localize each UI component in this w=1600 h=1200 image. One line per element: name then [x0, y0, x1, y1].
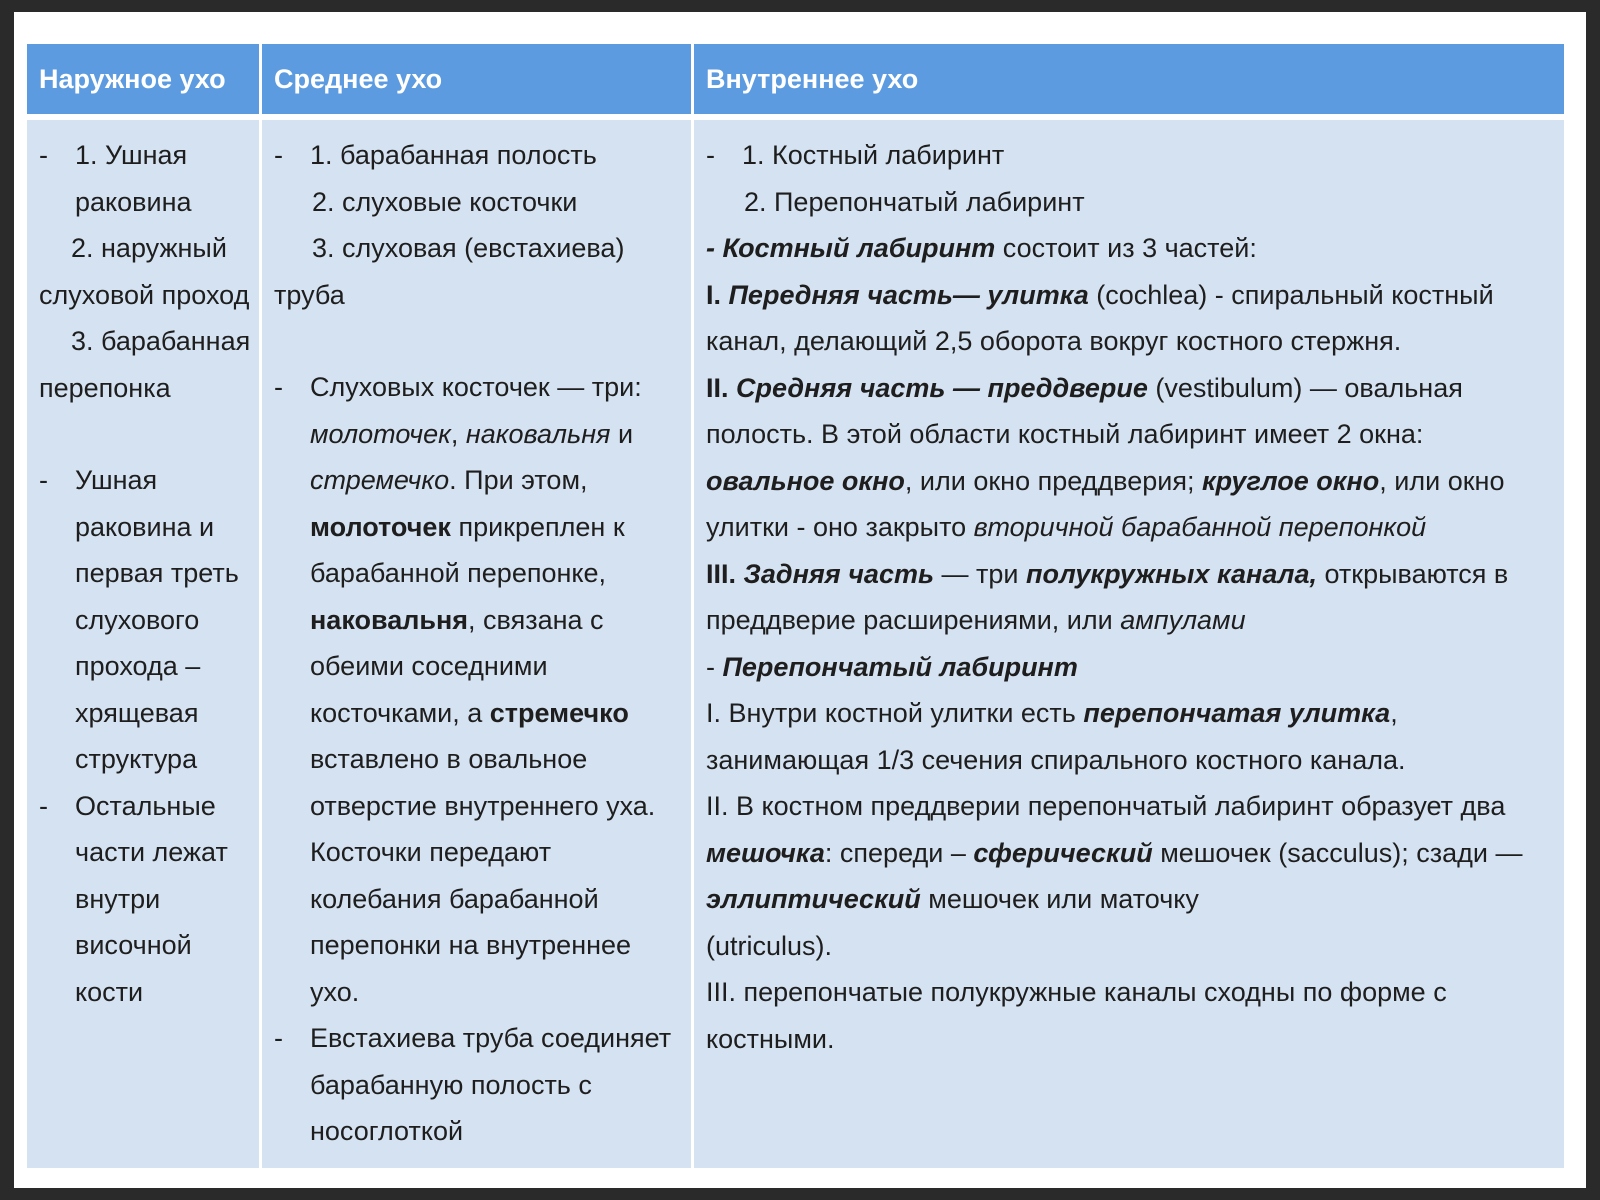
middle-para-line-2: молоточек, наковальня и: [310, 418, 634, 449]
outer-line-4: слуховой проход: [39, 279, 250, 310]
middle-line-1: - 1. барабанная полость: [274, 140, 597, 170]
middle-para-line-3: стремечко. При этом,: [310, 465, 588, 495]
outer-bullet-1-line-1: - Ушная: [39, 465, 158, 495]
ear-comparison-table: [27, 44, 1564, 1168]
header-middle-ear: Среднее ухо: [262, 44, 694, 120]
inner-membranous-line-7: III. перепончатые полукружные каналы сходны по форме с: [706, 977, 1447, 1007]
outer-bullet-2-line-5: кости: [75, 976, 144, 1007]
middle-eustachian-line-1: - Евстахиева труба соединяет: [274, 1023, 672, 1053]
inner-windows-line-2: улитки - оно закрыто вторичной барабанной перепонкой: [706, 512, 1427, 542]
outer-bullet-1-line-2: раковина и: [75, 511, 215, 542]
inner-vestibule-line-1: II. Средняя часть — преддверие (vestibulum) — овальная: [706, 372, 1463, 403]
outer-line-3: 2. наружный: [71, 233, 227, 263]
outer-line-1: - 1. Ушная: [39, 140, 188, 170]
middle-para-line-8: косточками, а стремечко: [310, 697, 629, 728]
header-outer-ear: Наружное ухо: [27, 44, 262, 120]
outer-bullet-2-line-2: части лежат: [75, 837, 228, 867]
middle-para-line-11: Косточки передают: [310, 837, 552, 867]
cell-inner-ear: [694, 120, 1564, 1168]
outer-bullet-1-line-4: слухового: [75, 604, 200, 635]
inner-windows-line-1: овальное окно, или окно преддверия; круглое окно, или окно: [706, 465, 1505, 496]
inner-membranous-line-4: мешочка: спереди – сферический мешочек (sacculus); сзади —: [706, 837, 1523, 868]
middle-eustachian-line-3: носоглоткой: [310, 1116, 464, 1146]
inner-cochlea-line-1: I. Передняя часть— улитка (cochlea) - спиральный костный: [706, 279, 1494, 310]
inner-line-2: 2. Перепончатый лабиринт: [744, 186, 1085, 217]
middle-line-4: труба: [274, 279, 345, 310]
inner-line-1: - 1. Костный лабиринт: [706, 140, 1005, 170]
inner-membranous-line-6: (utriculus).: [706, 930, 833, 961]
middle-para-line-7: обеими соседними: [310, 651, 548, 681]
outer-bullet-1-line-6: хрящевая: [75, 697, 199, 728]
middle-para-line-5: барабанной перепонке,: [310, 558, 607, 588]
cell-outer-ear: [27, 120, 262, 1168]
inner-membranous-line-3: II. В костном преддверии перепончатый лабиринт образует два: [706, 791, 1506, 821]
middle-para-line-9: вставлено в овальное: [310, 744, 588, 774]
middle-para-line-10: отверстие внутреннего уха.: [310, 790, 656, 821]
cell-middle-ear: [262, 120, 694, 1168]
inner-membranous-heading: - Перепончатый лабиринт: [706, 651, 1078, 682]
middle-para-line-13: перепонки на внутреннее: [310, 930, 632, 960]
middle-line-2: 2. слуховые косточки: [312, 186, 578, 217]
inner-bony-intro: - Костный лабиринт состоит из 3 частей:: [706, 233, 1257, 263]
outer-line-2: раковина: [75, 186, 192, 217]
inner-membranous-line-5: эллиптический мешочек или маточку: [706, 884, 1199, 914]
header-inner-ear: Внутреннее ухо: [694, 44, 1564, 120]
inner-cochlea-line-2: канал, делающий 2,5 оборота вокруг костного стержня.: [706, 326, 1402, 356]
outer-bullet-2-line-4: височной: [75, 930, 192, 960]
outer-bullet-2-line-1: - Остальные: [39, 790, 216, 821]
inner-vestibule-line-2: полость. В этой области костный лабиринт имеет 2 окна:: [706, 419, 1424, 449]
middle-para-line-12: колебания барабанной: [310, 883, 599, 914]
middle-para-line-14: ухо.: [310, 976, 360, 1007]
header-row: [27, 44, 1564, 120]
middle-para-line-6: наковальня, связана с: [310, 604, 604, 635]
slide-frame: [14, 12, 1586, 1188]
middle-line-3: 3. слуховая (евстахиева): [312, 233, 625, 263]
inner-membranous-line-8: костными.: [706, 1023, 835, 1054]
middle-para-line-1: - Слуховых косточек — три:: [274, 372, 642, 402]
outer-bullet-2-line-3: внутри: [75, 883, 161, 914]
outer-bullet-1-line-7: структура: [75, 744, 198, 774]
outer-bullet-1-line-3: первая треть: [75, 558, 239, 588]
outer-line-6: перепонка: [39, 372, 171, 403]
inner-canals-line-2: преддверие расширениями, или ампулами: [706, 605, 1246, 635]
inner-membranous-line-1: I. Внутри костной улитки есть перепончатая улитка,: [706, 698, 1398, 728]
inner-membranous-line-2: занимающая 1/3 сечения спирального костного канала.: [706, 744, 1406, 775]
inner-canals-line-1: III. Задняя часть — три полукружных канала, открываются в: [706, 558, 1509, 589]
middle-eustachian-line-2: барабанную полость с: [310, 1069, 592, 1100]
outer-line-5: 3. барабанная: [71, 326, 251, 356]
middle-para-line-4: молоточек прикреплен к: [310, 511, 625, 542]
content-row: [27, 120, 1564, 1168]
outer-bullet-1-line-5: прохода –: [75, 651, 201, 681]
